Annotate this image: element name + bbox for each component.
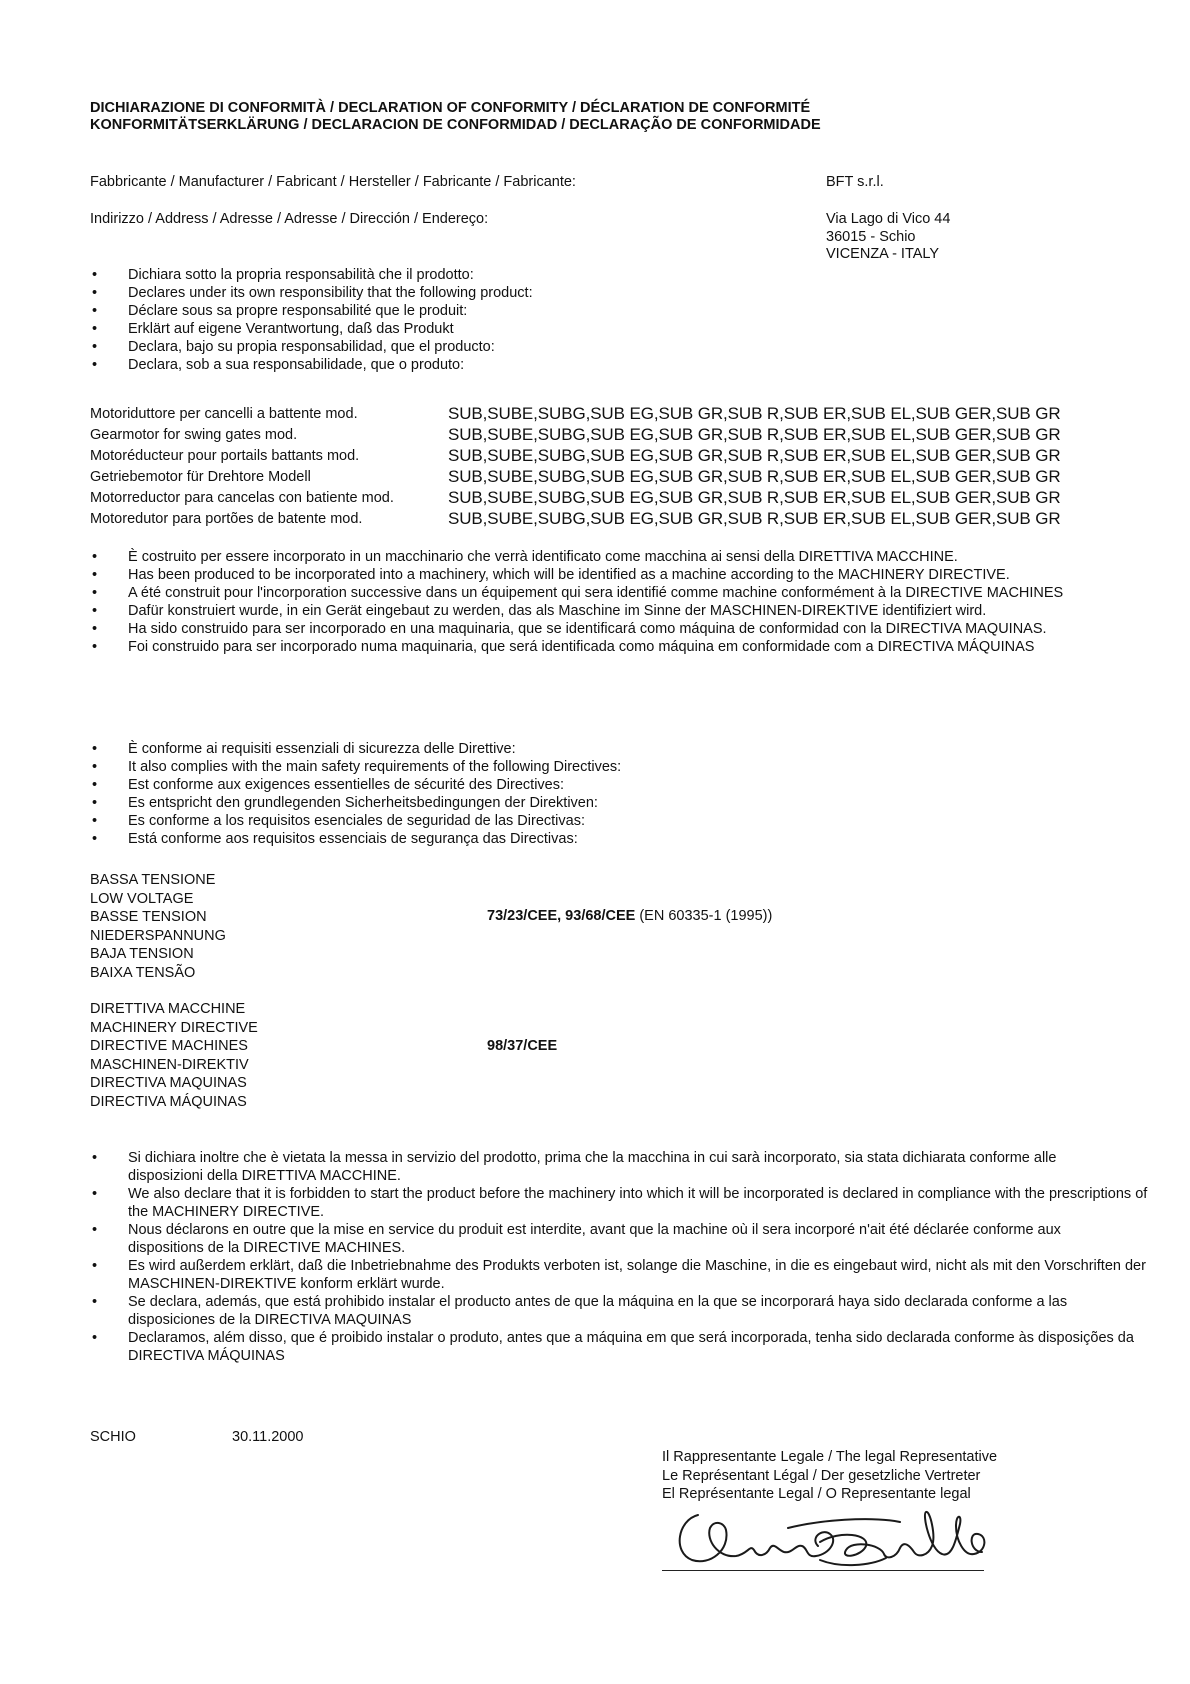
list-item: • We also declare that it is forbidden to start the product before the machinery into which it will be incorporated is declared in compliance with the prescriptions of the MACHINERY DIRECTIVE.	[90, 1185, 1158, 1221]
model-value: SUB,SUBE,SUBG,SUB EG,SUB GR,SUB R,SUB ER,SUB EL,SUB GER,SUB GR	[448, 509, 1061, 528]
list-item: • Está conforme aos requisitos essenciais de segurança das Directivas:	[90, 830, 621, 848]
directive-name: BASSA TENSIONE	[90, 872, 216, 888]
model-value: SUB,SUBE,SUBG,SUB EG,SUB GR,SUB R,SUB ER,SUB EL,SUB GER,SUB GR	[448, 446, 1061, 465]
list-item: • Erklärt auf eigene Verantwortung, daß das Produkt	[90, 320, 533, 338]
forbidden-list	[90, 1149, 1178, 1365]
incorporation-list	[90, 548, 1148, 656]
model-value: SUB,SUBE,SUBG,SUB EG,SUB GR,SUB R,SUB ER,SUB EL,SUB GER,SUB GR	[448, 425, 1061, 444]
list-item: • Es wird außerdem erklärt, daß die Inbetriebnahme des Produkts verboten ist, solange die Maschine, in die es eingebaut wird, nicht als mit den Vorschriften der MASCHINEN-DIREKTIVE konform erklärt wurde.	[90, 1257, 1178, 1293]
model-label: Motorreductor para cancelas con batiente mod.	[90, 490, 394, 506]
list-item: • Es conforme a los requisitos esenciales de seguridad de las Directivas:	[90, 812, 621, 830]
directive-name: BAIXA TENSÃO	[90, 964, 196, 981]
directive-name: DIRECTIVA MAQUINAS	[90, 1075, 247, 1091]
directive-name: MASCHINEN-DIREKTIV	[90, 1056, 249, 1073]
list-item: • Est conforme aux exigences essentielles de sécurité des Directives:	[90, 776, 621, 794]
list-item: • Declara, sob a sua responsabilidade, que o produto:	[90, 356, 533, 374]
list-item: • Dichiara sotto la propria responsabilità che il prodotto:	[90, 266, 533, 284]
directive-name: DIRETTIVA MACCHINE	[90, 1001, 246, 1017]
title-line-2: KONFORMITÄTSERKLÄRUNG / DECLARACION DE CONFORMIDAD / DECLARAÇÃO DE CONFORMIDADE	[90, 117, 821, 133]
directive-name: BASSE TENSION	[90, 909, 207, 925]
model-label: Motoréducteur pour portails battants mod.	[90, 448, 360, 464]
manufacturer-value: BFT s.r.l.	[826, 174, 884, 190]
signature-strokes	[680, 1512, 985, 1565]
low-voltage-ref-standard: (EN 60335-1 (1995))	[635, 908, 773, 924]
address-line-2: 36015 - Schio	[826, 228, 916, 245]
list-item: • Si dichiara inoltre che è vietata la messa in servizio del prodotto, prima che la macchina in cui sarà incorporato, sia stata dichiarata conforme alle disposizioni della DIRETTIVA MACCHINE.	[90, 1149, 1128, 1185]
directive-name: NIEDERSPANNUNG	[90, 927, 226, 944]
list-item: • It also complies with the main safety requirements of the following Directives:	[90, 758, 621, 776]
list-item: • Declara, bajo su propia responsabilidad, que el producto:	[90, 338, 533, 356]
date: 30.11.2000	[232, 1429, 304, 1445]
list-item: • Dafür konstruiert wurde, in ein Gerät eingebaut zu werden, das als Maschine im Sinne der MASCHINEN-DIREKTIVE identifiziert wird.	[90, 602, 1148, 620]
list-item: • Foi construido para ser incorporado numa maquinaria, que será identificada como máquina em conformidade com a DIRECTIVA MÁQUINAS	[90, 638, 1118, 656]
list-item: • Has been produced to be incorporated into a machinery, which will be identified as a machine according to the MACHINERY DIRECTIVE.	[90, 566, 1148, 584]
document-title	[90, 100, 821, 134]
directive-name: LOW VOLTAGE	[90, 890, 194, 907]
list-item: • Ha sido construido para ser incorporado en una maquinaria, que se identificará como máquina de conformidad con la DIRECTIVA MAQUINAS.	[90, 620, 1118, 638]
directive-name: BAJA TENSION	[90, 946, 194, 962]
title-line-1: DICHIARAZIONE DI CONFORMITÀ / DECLARATION OF CONFORMITY / DÉCLARATION DE CONFORMITÉ	[90, 100, 811, 116]
list-item: • Declaramos, além disso, que é proibido instalar o produto, antes que a máquina em que será incorporada, tenha sido declarada conforme às disposições da DIRECTIVA MÁQUINAS	[90, 1329, 1178, 1365]
list-item: • È costruito per essere incorporato in un macchinario che verrà identificato come macchina ai sensi della DIRETTIVA MACCHINE.	[90, 548, 1148, 566]
directive-name: DIRECTIVA MÁQUINAS	[90, 1093, 247, 1110]
machinery-names	[90, 1000, 258, 1111]
list-item: • Se declara, además, que está prohibido instalar el producto antes de que la máquina en la que se incorporará haya sido declarada conforme a las disposiciones de la DIRECTIVA MAQUINAS	[90, 1293, 1118, 1329]
declares-list	[90, 266, 533, 374]
list-item: • Declares under its own responsibility that the following product:	[90, 284, 533, 302]
address-line-1: Via Lago di Vico 44	[826, 211, 951, 227]
address-label: Indirizzo / Address / Adresse / Adresse / Dirección / Endereço:	[90, 211, 489, 227]
representative-block	[662, 1448, 997, 1504]
list-item: • Nous déclarons en outre que la mise en service du produit est interdite, avant que la machine où il sera incorporé n'ait été déclarée conforme aux dispositions de la DIRECTIVE MACHINES.	[90, 1221, 1128, 1257]
place: SCHIO	[90, 1429, 136, 1445]
low-voltage-reference	[487, 908, 772, 924]
list-item: • A été construit pour l'incorporation successive dans un équipement qui sera identifié comme machine conformément à la DIRECTIVE MACHINES	[90, 584, 1118, 602]
complies-list	[90, 740, 621, 848]
representative-line: El Représentante Legal / O Representante legal	[662, 1486, 971, 1502]
representative-line: Il Rappresentante Legale / The legal Representative	[662, 1449, 998, 1465]
model-label: Gearmotor for swing gates mod.	[90, 427, 298, 443]
model-value: SUB,SUBE,SUBG,SUB EG,SUB GR,SUB R,SUB ER,SUB EL,SUB GER,SUB GR	[448, 488, 1061, 507]
representative-line: Le Représentant Légal / Der gesetzliche Vertreter	[662, 1467, 981, 1484]
address-line-3: VICENZA - ITALY	[826, 246, 940, 262]
machinery-ref-bold: 98/37/CEE	[487, 1038, 558, 1054]
low-voltage-names	[90, 871, 226, 982]
model-label: Getriebemotor für Drehtore Modell	[90, 469, 311, 485]
list-item: • Es entspricht den grundlegenden Sicherheitsbedingungen der Direktiven:	[90, 794, 621, 812]
signature-line	[662, 1570, 984, 1571]
list-item: • È conforme ai requisiti essenziali di sicurezza delle Direttive:	[90, 740, 621, 758]
manufacturer-label: Fabbricante / Manufacturer / Fabricant / Hersteller / Fabricante / Fabricante:	[90, 174, 576, 190]
model-label: Motoredutor para portões de batente mod.	[90, 511, 363, 527]
directive-name: MACHINERY DIRECTIVE	[90, 1019, 258, 1036]
directive-name: DIRECTIVE MACHINES	[90, 1038, 248, 1054]
list-item: • Déclare sous sa propre responsabilité que le produit:	[90, 302, 533, 320]
address-value	[826, 211, 950, 264]
low-voltage-ref-bold: 73/23/CEE, 93/68/CEE	[487, 908, 636, 924]
model-value: SUB,SUBE,SUBG,SUB EG,SUB GR,SUB R,SUB ER,SUB EL,SUB GER,SUB GR	[448, 467, 1061, 486]
machinery-reference	[487, 1038, 557, 1054]
model-label: Motoriduttore per cancelli a battente mod.	[90, 406, 358, 422]
signature	[670, 1500, 1030, 1580]
model-value: SUB,SUBE,SUBG,SUB EG,SUB GR,SUB R,SUB ER,SUB EL,SUB GER,SUB GR	[448, 404, 1061, 423]
